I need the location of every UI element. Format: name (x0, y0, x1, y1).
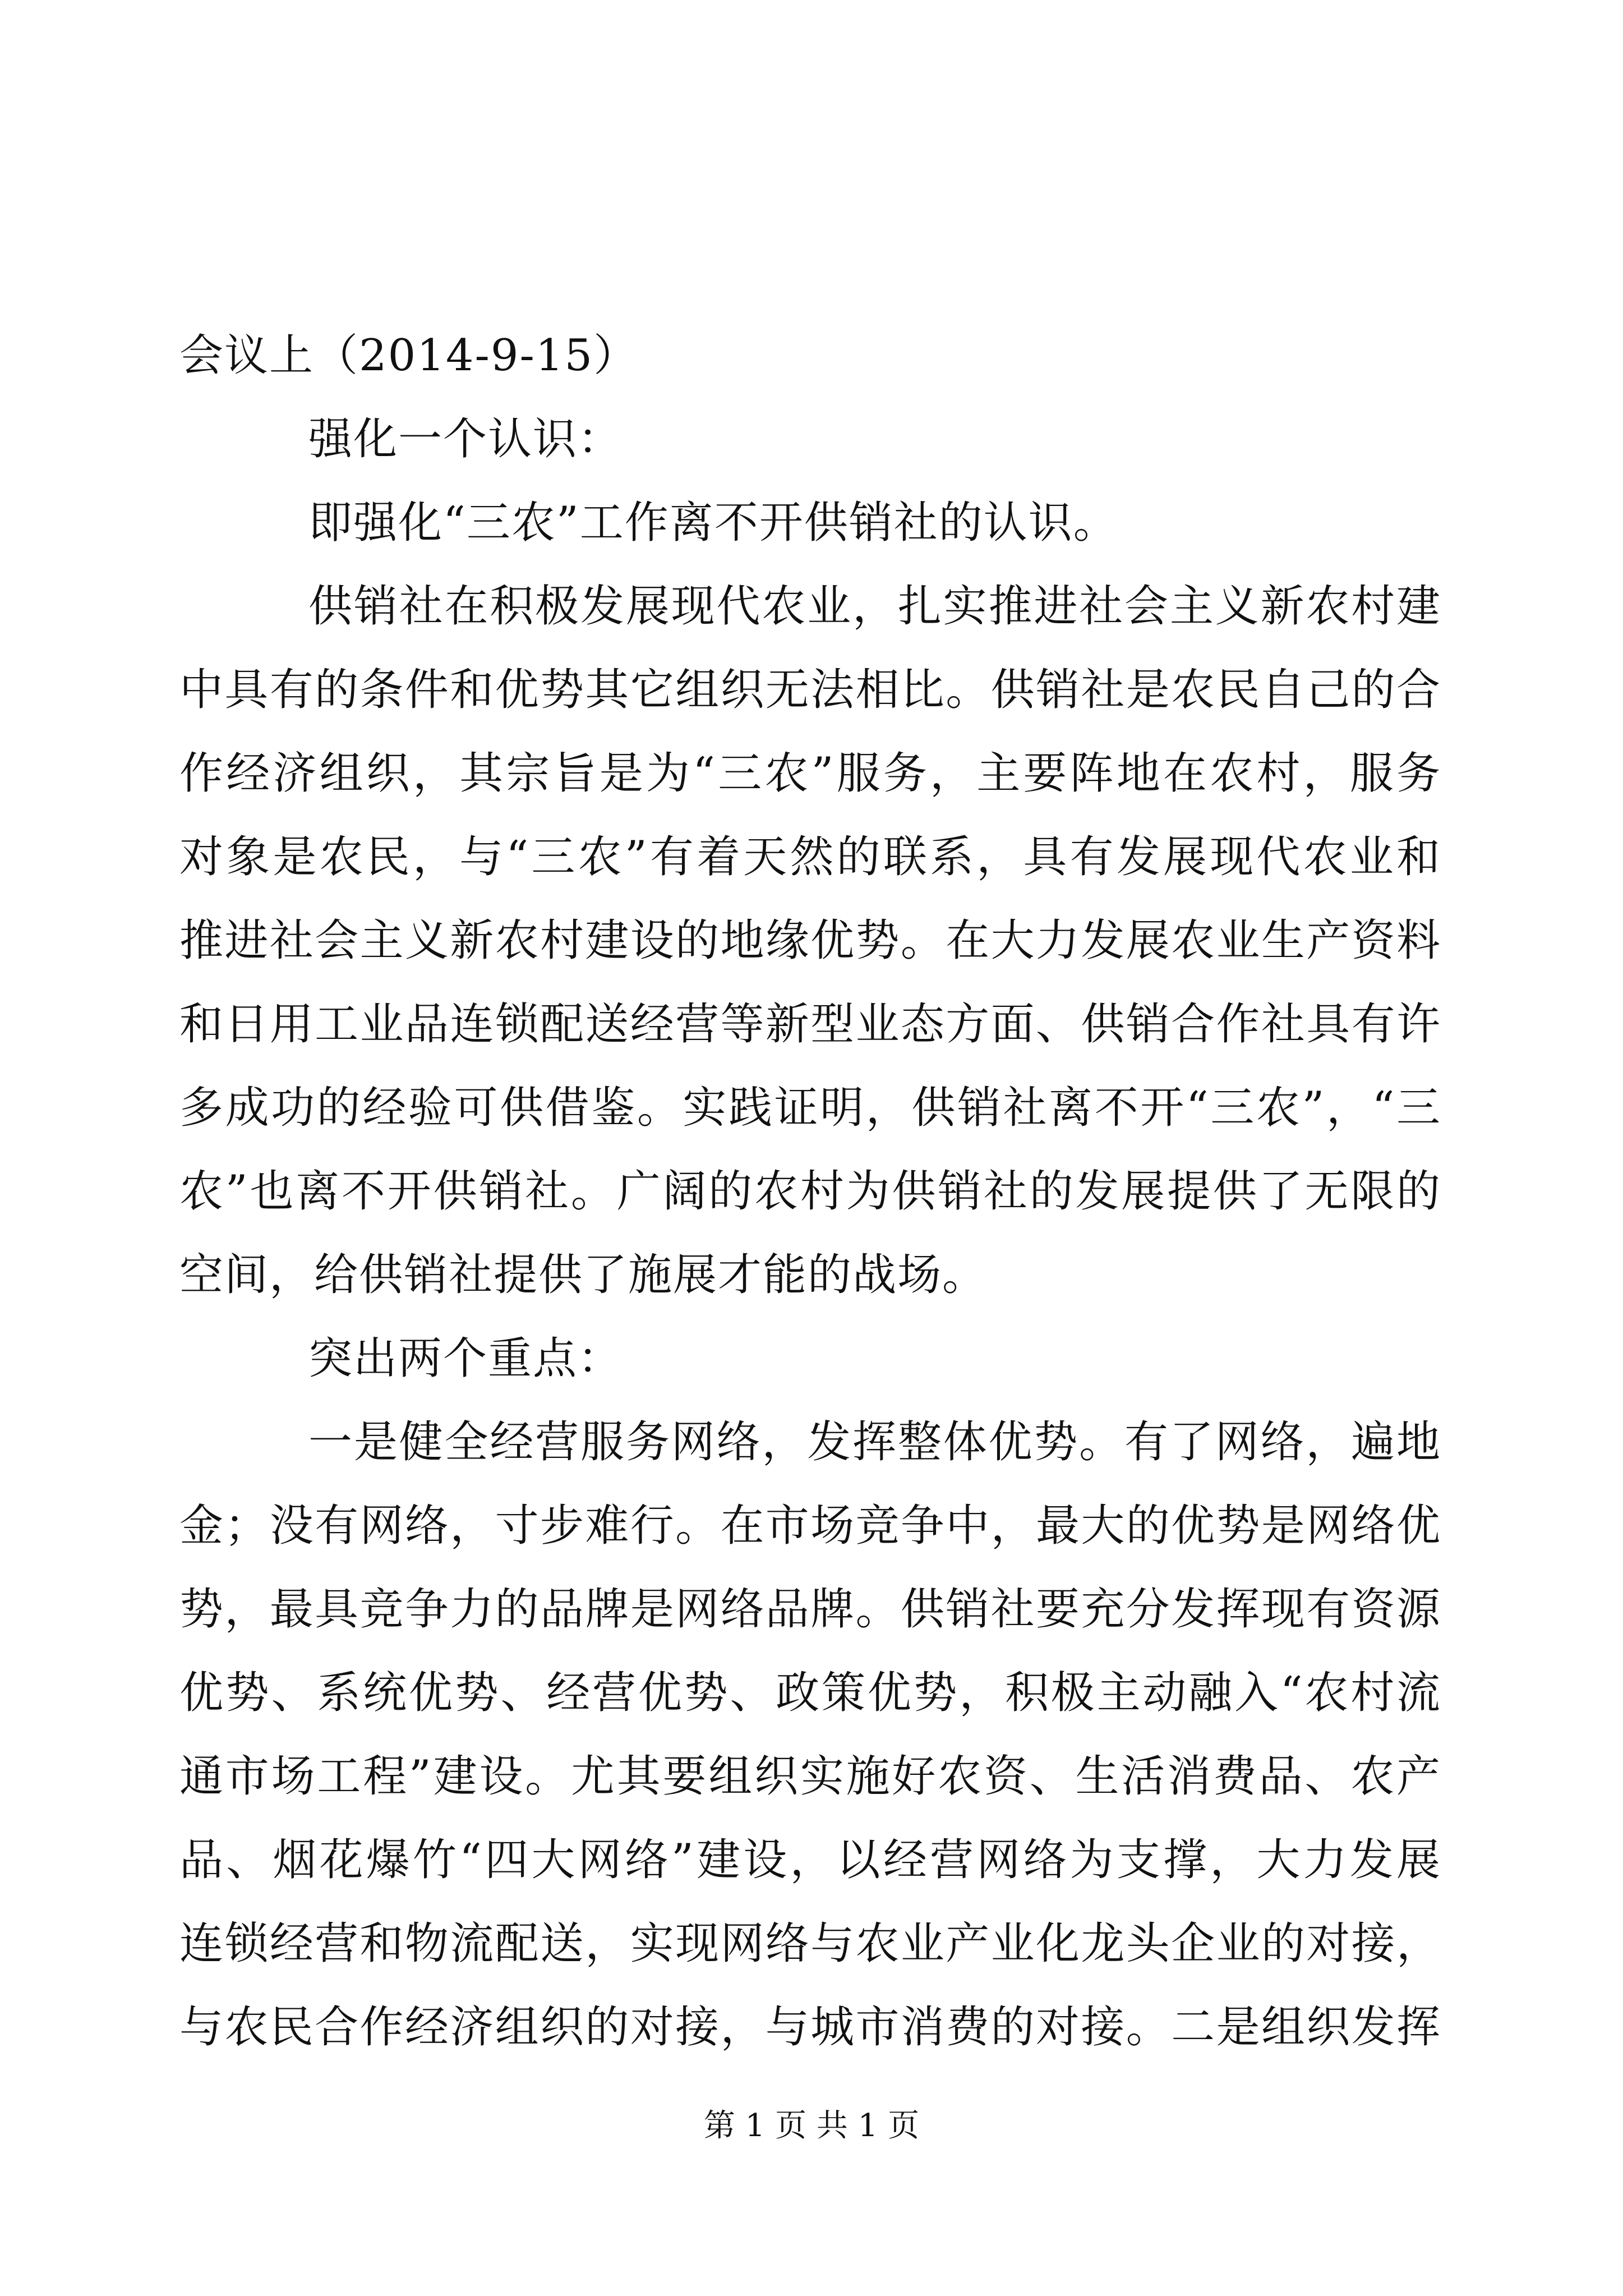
text-line-13: 突出两个重点： (308, 1333, 623, 1384)
text-line-11: 农”也离不开供销社。广阔的农村为供销社的发展提供了无限的 (179, 1166, 1441, 1217)
text-line-17: 优势、系统优势、经营优势、政策优势，积极主动融入“农村流 (179, 1668, 1441, 1718)
text-line-21: 与农民合作经济组织的对接，与城市消费的对接。二是组织发挥 (179, 2002, 1441, 2053)
text-line-08: 推进社会主义新农村建设的地缘优势。在大力发展农业生产资料 (179, 915, 1441, 966)
text-line-15: 金；没有网络，寸步难行。在市场竞争中，最大的优势是网络优 (179, 1501, 1441, 1551)
text-line-14: 一是健全经营服务网络，发挥整体优势。有了网络，遍地 (308, 1417, 1441, 1467)
page-number-footer: 第 1 页 共 1 页 (703, 2108, 920, 2144)
text-line-19: 品、烟花爆竹“四大网络”建设，以经营网络为支撑，大力发展 (179, 1835, 1441, 1885)
text-line-01: 会议上（2014-9-15） (179, 330, 639, 381)
text-line-18: 通市场工程”建设。尤其要组织实施好农资、生活消费品、农产 (179, 1751, 1441, 1802)
text-line-16: 势，最具竞争力的品牌是网络品牌。供销社要充分发挥现有资源 (179, 1584, 1441, 1635)
text-line-05: 中具有的条件和优势其它组织无法相比。供销社是农民自己的合 (179, 665, 1441, 715)
document-body (179, 314, 1441, 2069)
text-line-12: 空间，给供销社提供了施展才能的战场。 (179, 1250, 988, 1300)
text-line-06: 作经济组织，其宗旨是为“三农”服务，主要阵地在农村，服务 (179, 748, 1441, 799)
text-line-07: 对象是农民，与“三农”有着天然的联系，具有发展现代农业和 (179, 832, 1441, 882)
text-line-04: 供销社在积极发展现代农业，扎实推进社会主义新农村建 (308, 581, 1441, 632)
text-line-20: 连锁经营和物流配送，实现网络与农业产业化龙头企业的对接， (179, 1918, 1441, 1969)
text-line-02: 强化一个认识： (308, 414, 623, 464)
text-line-10: 多成功的经验可供借鉴。实践证明，供销社离不开“三农”，“三 (179, 1083, 1441, 1133)
text-line-03: 即强化“三农”工作离不开供销社的认识。 (308, 498, 1118, 548)
text-line-09: 和日用工业品连锁配送经营等新型业态方面、供销合作社具有许 (179, 999, 1441, 1050)
